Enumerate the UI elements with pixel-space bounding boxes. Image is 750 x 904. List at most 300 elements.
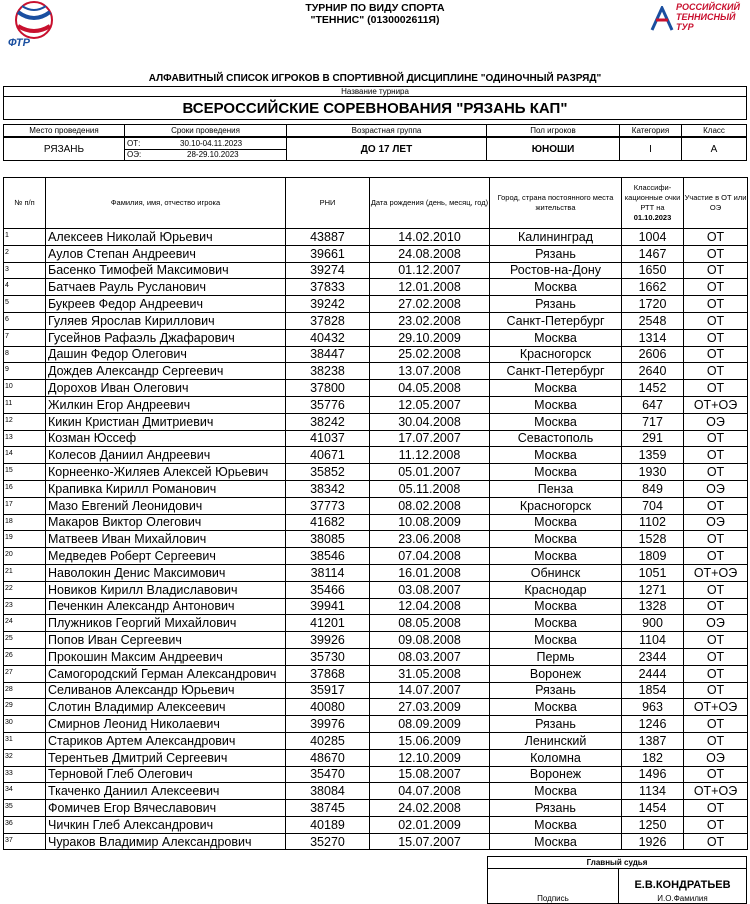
player-dob: 29.10.2009 — [370, 329, 490, 346]
player-dob: 05.01.2007 — [370, 464, 490, 481]
player-rni: 38342 — [286, 480, 370, 497]
player-dob: 02.01.2009 — [370, 816, 490, 833]
player-num: 17 — [4, 497, 46, 514]
player-participation: ОТ — [684, 497, 748, 514]
info-ot-label: ОТ: — [127, 139, 141, 148]
player-participation: ОТ+ОЭ — [684, 396, 748, 413]
judge-title: Главный судья — [488, 857, 747, 869]
tournament-name-label: Название турнира — [4, 87, 747, 97]
player-city: Воронеж — [490, 665, 622, 682]
player-participation: ОТ+ОЭ — [684, 564, 748, 581]
player-points: 2548 — [622, 312, 684, 329]
player-city: Ленинский — [490, 732, 622, 749]
player-points: 1496 — [622, 766, 684, 783]
info-header-age: Возрастная группа — [287, 125, 487, 137]
player-participation: ОТ — [684, 665, 748, 682]
player-dob: 01.12.2007 — [370, 262, 490, 279]
player-rni: 39661 — [286, 245, 370, 262]
player-points: 291 — [622, 430, 684, 447]
player-num: 10 — [4, 380, 46, 397]
player-points: 849 — [622, 480, 684, 497]
player-dob: 09.08.2008 — [370, 632, 490, 649]
player-participation: ОТ — [684, 430, 748, 447]
player-city: Красногорск — [490, 497, 622, 514]
player-dob: 12.10.2009 — [370, 749, 490, 766]
player-num: 33 — [4, 766, 46, 783]
player-dob: 27.02.2008 — [370, 296, 490, 313]
table-row — [4, 430, 748, 447]
player-rni: 35470 — [286, 766, 370, 783]
player-dob: 07.04.2008 — [370, 548, 490, 565]
player-city: Рязань — [490, 800, 622, 817]
player-participation: ОТ — [684, 447, 748, 464]
player-name: Букреев Федор Андреевич — [46, 296, 286, 313]
table-row — [4, 464, 748, 481]
info-header-dates: Сроки проведения — [125, 125, 287, 137]
player-name: Дорохов Иван Олегович — [46, 380, 286, 397]
player-num: 31 — [4, 732, 46, 749]
player-rni: 39242 — [286, 296, 370, 313]
table-row — [4, 564, 748, 581]
player-participation: ОТ — [684, 716, 748, 733]
col-header-points-date: 01.10.2023 — [633, 213, 672, 222]
player-name: Ткаченко Даниил Алексеевич — [46, 783, 286, 800]
player-name: Гусейнов Рафаэль Джафарович — [46, 329, 286, 346]
player-dob: 15.06.2009 — [370, 732, 490, 749]
player-num: 16 — [4, 480, 46, 497]
header-line-2: "ТЕННИС" (0130002611Я) — [310, 14, 440, 26]
player-points: 2606 — [622, 346, 684, 363]
player-name: Терновой Глеб Олегович — [46, 766, 286, 783]
player-points: 1102 — [622, 514, 684, 531]
player-name: Дождев Александр Сергеевич — [46, 363, 286, 380]
player-name: Наволокин Денис Максимович — [46, 564, 286, 581]
rtt-logo-line-3: ТУР — [676, 22, 694, 32]
player-points: 2640 — [622, 363, 684, 380]
player-rni: 41037 — [286, 430, 370, 447]
player-participation: ОТ — [684, 279, 748, 296]
player-dob: 08.03.2007 — [370, 648, 490, 665]
chief-judge-table — [487, 856, 747, 904]
player-city: Красногорск — [490, 346, 622, 363]
player-participation: ОТ — [684, 548, 748, 565]
player-dob: 23.02.2008 — [370, 312, 490, 329]
info-header-place: Место проведения — [4, 125, 125, 137]
player-participation: ОЭ — [684, 749, 748, 766]
table-row — [4, 480, 748, 497]
player-name: Басенко Тимофей Максимович — [46, 262, 286, 279]
player-name: Селиванов Александр Юрьевич — [46, 682, 286, 699]
player-points: 900 — [622, 615, 684, 632]
table-row — [4, 766, 748, 783]
player-city: Москва — [490, 833, 622, 850]
player-participation: ОЭ — [684, 514, 748, 531]
player-num: 25 — [4, 632, 46, 649]
player-rni: 38447 — [286, 346, 370, 363]
player-participation: ОТ — [684, 800, 748, 817]
player-points: 1271 — [622, 581, 684, 598]
col-header-points-label: Классифи-кационные очки РТТ на — [624, 183, 681, 212]
info-header-class: Класс — [682, 125, 747, 137]
player-points: 182 — [622, 749, 684, 766]
player-rni: 39976 — [286, 716, 370, 733]
player-participation: ОТ — [684, 531, 748, 548]
player-participation: ОТ — [684, 363, 748, 380]
info-header-table — [3, 124, 747, 137]
player-dob: 17.07.2007 — [370, 430, 490, 447]
player-name: Кикин Кристиан Дмитриевич — [46, 413, 286, 430]
table-row — [4, 363, 748, 380]
player-points: 2344 — [622, 648, 684, 665]
player-participation: ОЭ — [684, 480, 748, 497]
table-row — [4, 548, 748, 565]
player-rni: 48670 — [286, 749, 370, 766]
player-city: Москва — [490, 816, 622, 833]
player-points: 1104 — [622, 632, 684, 649]
player-points: 1854 — [622, 682, 684, 699]
table-row — [4, 329, 748, 346]
player-city: Москва — [490, 413, 622, 430]
player-num: 30 — [4, 716, 46, 733]
player-name: Матвеев Иван Михайлович — [46, 531, 286, 548]
player-rni: 40080 — [286, 699, 370, 716]
player-rni: 35270 — [286, 833, 370, 850]
player-num: 9 — [4, 363, 46, 380]
player-name: Жилкин Егор Андреевич — [46, 396, 286, 413]
player-participation: ОЭ — [684, 413, 748, 430]
player-city: Воронеж — [490, 766, 622, 783]
tournament-name-table — [3, 86, 747, 120]
player-name: Терентьев Дмитрий Сергеевич — [46, 749, 286, 766]
col-header-dob: Дата рождения (день, месяц, год) — [370, 178, 490, 229]
player-city: Москва — [490, 396, 622, 413]
player-dob: 13.07.2008 — [370, 363, 490, 380]
player-city: Москва — [490, 548, 622, 565]
player-city: Краснодар — [490, 581, 622, 598]
table-row — [4, 800, 748, 817]
player-dob: 08.05.2008 — [370, 615, 490, 632]
info-place: РЯЗАНЬ — [4, 138, 125, 161]
player-name: Чичкин Глеб Александрович — [46, 816, 286, 833]
player-points: 1809 — [622, 548, 684, 565]
table-row — [4, 716, 748, 733]
player-name: Чураков Владимир Александрович — [46, 833, 286, 850]
col-header-participation: Участие в ОТ или ОЭ — [684, 178, 748, 229]
player-num: 28 — [4, 682, 46, 699]
player-rni: 38085 — [286, 531, 370, 548]
player-dob: 12.04.2008 — [370, 598, 490, 615]
player-num: 6 — [4, 312, 46, 329]
player-points: 1467 — [622, 245, 684, 262]
player-points: 1250 — [622, 816, 684, 833]
player-participation: ОТ — [684, 262, 748, 279]
table-row — [4, 531, 748, 548]
player-participation: ОТ — [684, 648, 748, 665]
info-dates — [125, 138, 287, 161]
player-num: 34 — [4, 783, 46, 800]
player-name: Мазо Евгений Леонидович — [46, 497, 286, 514]
col-header-points — [622, 178, 684, 229]
player-city: Пенза — [490, 480, 622, 497]
player-rni: 39926 — [286, 632, 370, 649]
table-row — [4, 581, 748, 598]
player-city: Москва — [490, 615, 622, 632]
player-rni: 38114 — [286, 564, 370, 581]
player-num: 5 — [4, 296, 46, 313]
table-row — [4, 598, 748, 615]
player-participation: ОТ — [684, 598, 748, 615]
table-row — [4, 279, 748, 296]
player-city: Москва — [490, 464, 622, 481]
judge-signature-cell — [488, 869, 619, 904]
info-oe-label: ОЭ: — [127, 150, 142, 159]
player-city: Рязань — [490, 296, 622, 313]
player-participation: ОЭ — [684, 615, 748, 632]
table-row — [4, 732, 748, 749]
player-dob: 04.07.2008 — [370, 783, 490, 800]
col-header-rni: РНИ — [286, 178, 370, 229]
player-participation: ОТ — [684, 245, 748, 262]
player-dob: 03.08.2007 — [370, 581, 490, 598]
table-row — [4, 447, 748, 464]
player-city: Москва — [490, 514, 622, 531]
header-title — [200, 2, 550, 26]
players-body — [4, 229, 748, 850]
info-category: I — [620, 138, 682, 161]
judge-name-label: И.О.Фамилия — [657, 894, 708, 903]
player-rni: 35917 — [286, 682, 370, 699]
player-dob: 24.08.2008 — [370, 245, 490, 262]
player-dob: 15.07.2007 — [370, 833, 490, 850]
player-num: 35 — [4, 800, 46, 817]
player-num: 23 — [4, 598, 46, 615]
player-rni: 35730 — [286, 648, 370, 665]
player-city: Москва — [490, 783, 622, 800]
player-points: 2444 — [622, 665, 684, 682]
info-header-category: Категория — [620, 125, 682, 137]
player-points: 704 — [622, 497, 684, 514]
player-points: 1134 — [622, 783, 684, 800]
player-points: 1051 — [622, 564, 684, 581]
players-table — [3, 177, 748, 850]
player-points: 1650 — [622, 262, 684, 279]
player-points: 1328 — [622, 598, 684, 615]
player-name: Аулов Степан Андреевич — [46, 245, 286, 262]
player-city: Санкт-Петербург — [490, 363, 622, 380]
rtt-emblem-icon — [650, 6, 674, 32]
player-dob: 14.07.2007 — [370, 682, 490, 699]
player-participation: ОТ — [684, 816, 748, 833]
player-points: 1359 — [622, 447, 684, 464]
player-points: 1314 — [622, 329, 684, 346]
player-rni: 40671 — [286, 447, 370, 464]
player-num: 20 — [4, 548, 46, 565]
player-dob: 12.01.2008 — [370, 279, 490, 296]
player-name: Плужников Георгий Михайлович — [46, 615, 286, 632]
player-dob: 27.03.2009 — [370, 699, 490, 716]
table-row — [4, 749, 748, 766]
player-name: Дашин Федор Олегович — [46, 346, 286, 363]
player-dob: 23.06.2008 — [370, 531, 490, 548]
rtt-logo-text — [676, 2, 740, 32]
player-num: 7 — [4, 329, 46, 346]
judge-name-cell — [619, 869, 747, 904]
player-participation: ОТ — [684, 766, 748, 783]
player-rni: 40432 — [286, 329, 370, 346]
player-participation: ОТ — [684, 296, 748, 313]
player-city: Севастополь — [490, 430, 622, 447]
player-name: Макаров Виктор Олегович — [46, 514, 286, 531]
rtt-logo-line-2: ТЕННИСНЫЙ — [676, 12, 736, 22]
player-name: Попов Иван Сергеевич — [46, 632, 286, 649]
player-points: 1246 — [622, 716, 684, 733]
player-num: 3 — [4, 262, 46, 279]
player-num: 27 — [4, 665, 46, 682]
player-name: Крапивка Кирилл Романович — [46, 480, 286, 497]
player-rni: 38238 — [286, 363, 370, 380]
player-dob: 15.08.2007 — [370, 766, 490, 783]
player-name: Стариков Артем Александрович — [46, 732, 286, 749]
player-dob: 16.01.2008 — [370, 564, 490, 581]
info-ot-dates: 30.10-04.11.2023 — [180, 139, 243, 148]
table-row — [4, 514, 748, 531]
info-oe-dates: 28-29.10.2023 — [187, 150, 239, 159]
player-city: Рязань — [490, 682, 622, 699]
player-num: 15 — [4, 464, 46, 481]
player-dob: 11.12.2008 — [370, 447, 490, 464]
table-row — [4, 346, 748, 363]
info-class: А — [682, 138, 747, 161]
info-gender: ЮНОШИ — [487, 138, 620, 161]
player-points: 1452 — [622, 380, 684, 397]
player-dob: 25.02.2008 — [370, 346, 490, 363]
judge-name: Е.В.КОНДРАТЬЕВ — [634, 879, 731, 891]
player-city: Москва — [490, 699, 622, 716]
table-row — [4, 682, 748, 699]
player-rni: 37833 — [286, 279, 370, 296]
player-city: Москва — [490, 531, 622, 548]
player-rni: 38546 — [286, 548, 370, 565]
player-participation: ОТ+ОЭ — [684, 699, 748, 716]
player-points: 1528 — [622, 531, 684, 548]
player-num: 11 — [4, 396, 46, 413]
player-num: 24 — [4, 615, 46, 632]
player-city: Москва — [490, 598, 622, 615]
player-participation: ОТ — [684, 632, 748, 649]
table-row — [4, 783, 748, 800]
player-num: 29 — [4, 699, 46, 716]
player-name: Слотин Владимир Алексеевич — [46, 699, 286, 716]
player-num: 18 — [4, 514, 46, 531]
player-num: 32 — [4, 749, 46, 766]
player-participation: ОТ — [684, 329, 748, 346]
player-rni: 35466 — [286, 581, 370, 598]
player-points: 1662 — [622, 279, 684, 296]
table-row — [4, 699, 748, 716]
table-row — [4, 665, 748, 682]
player-rni: 38084 — [286, 783, 370, 800]
player-dob: 05.11.2008 — [370, 480, 490, 497]
player-participation: ОТ — [684, 229, 748, 246]
player-num: 19 — [4, 531, 46, 548]
player-city: Москва — [490, 279, 622, 296]
player-name: Фомичев Егор Вячеславович — [46, 800, 286, 817]
player-rni: 37800 — [286, 380, 370, 397]
rtt-logo-line-1: РОССИЙСКИЙ — [676, 2, 740, 12]
player-name: Печенкин Александр Антонович — [46, 598, 286, 615]
player-participation: ОТ — [684, 581, 748, 598]
player-dob: 10.08.2009 — [370, 514, 490, 531]
player-num: 13 — [4, 430, 46, 447]
ftr-logo — [4, 0, 64, 52]
player-participation: ОТ+ОЭ — [684, 783, 748, 800]
player-dob: 04.05.2008 — [370, 380, 490, 397]
ftr-logo-text: ФТР — [8, 37, 30, 49]
table-row — [4, 229, 748, 246]
player-city: Калининград — [490, 229, 622, 246]
player-rni: 39274 — [286, 262, 370, 279]
player-participation: ОТ — [684, 732, 748, 749]
player-rni: 37868 — [286, 665, 370, 682]
player-rni: 38745 — [286, 800, 370, 817]
player-name: Прокошин Максим Андреевич — [46, 648, 286, 665]
player-rni: 41682 — [286, 514, 370, 531]
player-points: 963 — [622, 699, 684, 716]
player-name: Медведев Роберт Сергеевич — [46, 548, 286, 565]
player-city: Москва — [490, 447, 622, 464]
player-num: 22 — [4, 581, 46, 598]
table-row — [4, 245, 748, 262]
player-num: 14 — [4, 447, 46, 464]
rtt-logo — [650, 2, 750, 34]
table-row — [4, 615, 748, 632]
player-points: 1004 — [622, 229, 684, 246]
table-row — [4, 380, 748, 397]
player-num: 37 — [4, 833, 46, 850]
player-dob: 14.02.2010 — [370, 229, 490, 246]
player-dob: 30.04.2008 — [370, 413, 490, 430]
player-name: Корнеенко-Жиляев Алексей Юрьевич — [46, 464, 286, 481]
judge-signature-label: Подпись — [537, 894, 569, 903]
player-participation: ОТ — [684, 380, 748, 397]
player-dob: 08.02.2008 — [370, 497, 490, 514]
player-city: Москва — [490, 380, 622, 397]
player-city: Ростов-на-Дону — [490, 262, 622, 279]
table-row — [4, 816, 748, 833]
player-city: Москва — [490, 632, 622, 649]
player-num: 12 — [4, 413, 46, 430]
tournament-name: ВСЕРОССИЙСКИЕ СОРЕВНОВАНИЯ "РЯЗАНЬ КАП" — [4, 97, 747, 120]
player-dob: 12.05.2007 — [370, 396, 490, 413]
player-name: Новиков Кирилл Владиславович — [46, 581, 286, 598]
player-num: 2 — [4, 245, 46, 262]
player-points: 647 — [622, 396, 684, 413]
table-row — [4, 312, 748, 329]
player-participation: ОТ — [684, 682, 748, 699]
table-row — [4, 648, 748, 665]
player-name: Козман Юссеф — [46, 430, 286, 447]
player-city: Пермь — [490, 648, 622, 665]
player-num: 4 — [4, 279, 46, 296]
table-row — [4, 296, 748, 313]
player-city: Рязань — [490, 716, 622, 733]
player-name: Алексеев Николай Юрьевич — [46, 229, 286, 246]
player-participation: ОТ — [684, 312, 748, 329]
player-points: 717 — [622, 413, 684, 430]
player-dob: 08.09.2009 — [370, 716, 490, 733]
player-points: 1387 — [622, 732, 684, 749]
player-num: 1 — [4, 229, 46, 246]
